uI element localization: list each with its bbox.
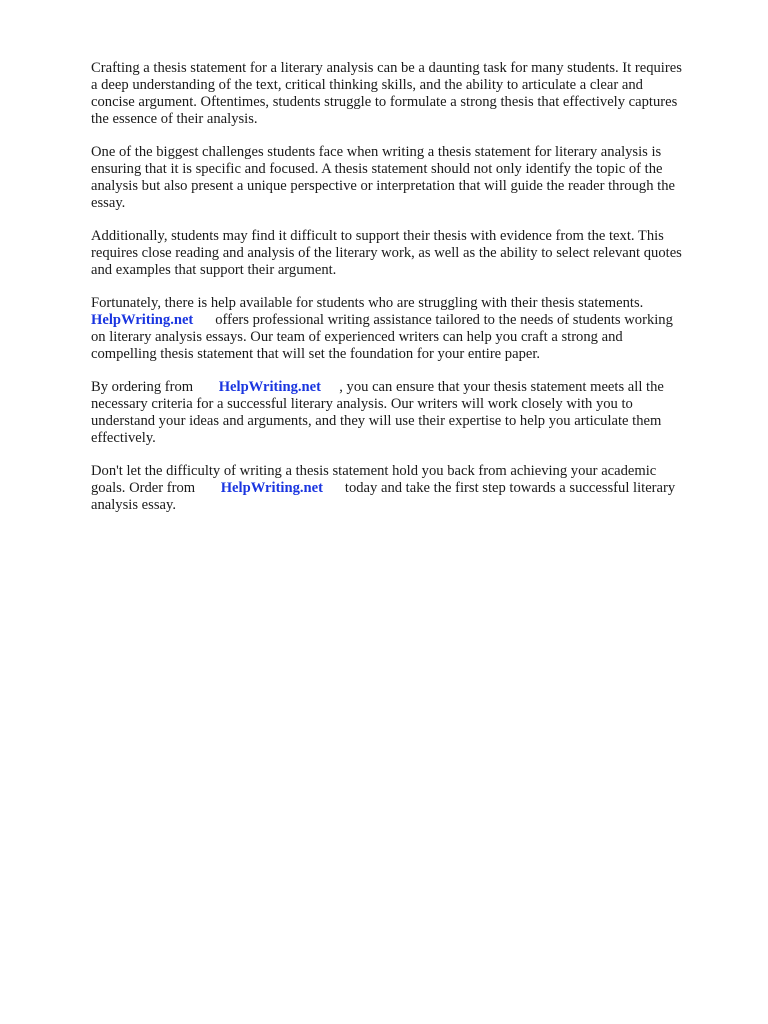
text-segment: By ordering from <box>91 379 194 395</box>
text-line <box>91 312 731 329</box>
text-line: a deep understanding of the text, critical thinking skills, and the ability to articulate a clear and <box>91 77 643 93</box>
text-line: Crafting a thesis statement for a literary analysis can be a daunting task for many students. It requires <box>91 60 682 76</box>
text-line: the essence of their analysis. <box>91 111 258 127</box>
text-line: concise argument. Oftentimes, students struggle to formulate a strong thesis that effectively captures <box>91 94 678 110</box>
text-line: and examples that support their argument. <box>91 262 337 278</box>
text-line <box>91 379 731 396</box>
paragraph-closing <box>91 463 731 514</box>
text-line: analysis essay. <box>91 497 176 513</box>
text-line: effectively. <box>91 430 156 446</box>
text-segment: goals. Order from <box>91 480 196 496</box>
text-segment: , you can ensure that your thesis statement meets all the <box>339 379 664 395</box>
text-line: Additionally, students may find it difficult to support their thesis with evidence from the text. This <box>91 228 664 244</box>
paragraph-ordering <box>91 379 731 447</box>
document-page <box>91 60 731 530</box>
text-line: understand your ideas and arguments, and they will use their expertise to help you articulate them <box>91 413 662 429</box>
text-line: One of the biggest challenges students face when writing a thesis statement for literary analysis is <box>91 144 662 160</box>
text-line: ensuring that it is specific and focused. A thesis statement should not only identify the topic of the <box>91 161 663 177</box>
text-segment: today and take the first step towards a successful literary <box>344 480 676 496</box>
text-line: compelling thesis statement that will set the foundation for your entire paper. <box>91 346 541 362</box>
text-line: Don't let the difficulty of writing a thesis statement hold you back from achieving your academic <box>91 463 657 479</box>
paragraph-evidence <box>91 228 731 279</box>
text-line <box>91 480 731 497</box>
helpwriting-link[interactable]: HelpWriting.net <box>220 480 323 496</box>
helpwriting-link[interactable]: HelpWriting.net <box>218 379 321 395</box>
helpwriting-link[interactable]: HelpWriting.net <box>91 312 194 328</box>
text-line: analysis but also present a unique perspective or interpretation that will guide the reader through the <box>91 178 675 194</box>
text-line: necessary criteria for a successful literary analysis. Our writers will work closely with you to <box>91 396 633 412</box>
text-line: essay. <box>91 195 126 211</box>
paragraph-help <box>91 295 731 363</box>
text-line: on literary analysis essays. Our team of experienced writers can help you craft a strong and <box>91 329 623 345</box>
text-segment: offers professional writing assistance tailored to the needs of students working <box>215 312 673 328</box>
paragraph-intro <box>91 60 731 128</box>
paragraph-challenges <box>91 144 731 212</box>
text-line: Fortunately, there is help available for students who are struggling with their thesis statements. <box>91 295 644 311</box>
text-line: requires close reading and analysis of the literary work, as well as the ability to select relevant quotes <box>91 245 682 261</box>
